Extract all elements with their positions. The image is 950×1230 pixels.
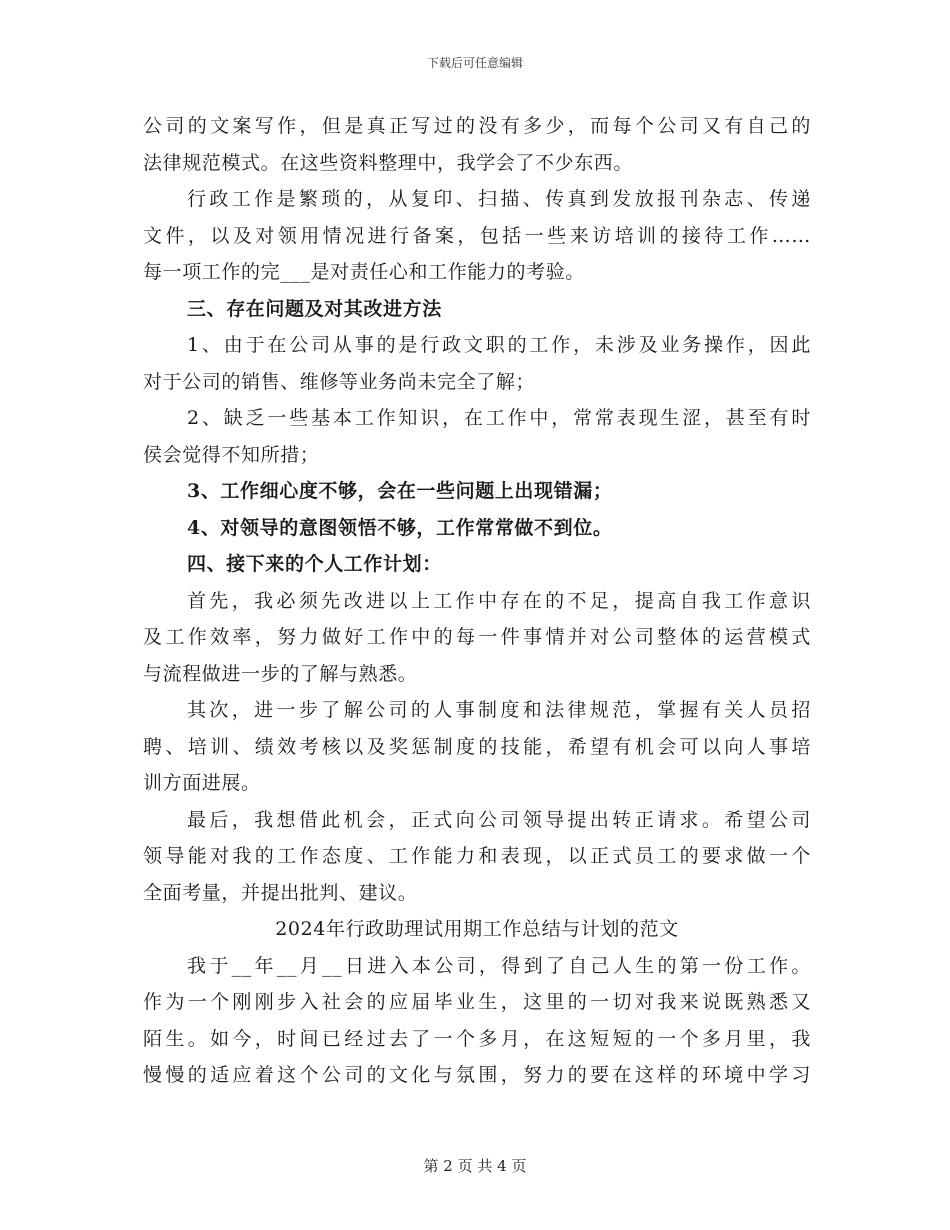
section-heading-line: 四、接下来的个人工作计划： <box>187 553 442 575</box>
text-line: 每一项工作的完___是对责任心和工作能力的考验。 <box>143 261 585 283</box>
text-line: 领导能对我的工作态度、工作能力和表现，以正式员工的要求做一个 <box>143 845 811 867</box>
text-line: 作为一个刚刚步入社会的应届毕业生，这里的一切对我来说既熟悉又 <box>143 991 811 1013</box>
text-line: 行政工作是繁琐的，从复印、扫描、传真到发放报刊杂志、传递 <box>187 188 811 210</box>
text-line: 我于__年__月__日进入本公司，得到了自己人生的第一份工作。 <box>187 954 811 977</box>
text-line: 对于公司的销售、维修等业务尚未完全了解； <box>143 370 536 393</box>
section-heading-line: 三、存在问题及对其改进方法 <box>187 297 442 320</box>
section-title: 2024年行政助理试用期工作总结与计划的范文 <box>275 918 679 940</box>
text-line: 1、由于在公司从事的是行政文职的工作，未涉及业务操作，因此 <box>187 334 811 356</box>
text-line: 其次，进一步了解公司的人事制度和法律规范，掌握有关人员招 <box>187 699 811 721</box>
text-line: 首先，我必须先改进以上工作中存在的不足，提高自我工作意识 <box>187 589 811 612</box>
text-line: 公司的文案写作，但是真正写过的没有多少，而每个公司又有自己的 <box>143 115 811 137</box>
section-heading-line: 4、对领导的意图领悟不够，工作常常做不到位。 <box>187 516 613 539</box>
text-line: 2、缺乏一些基本工作知识，在工作中，常常表现生涩，甚至有时 <box>187 407 811 429</box>
text-line: 侯会觉得不知所措； <box>143 443 320 466</box>
text-line: 陌生。如今，时间已经过去了一个多月，在这短短的一个多月里，我 <box>143 1027 811 1050</box>
text-line: 全面考量，并提出批判、建议。 <box>143 881 418 904</box>
page-number: 第 2 页 共 4 页 <box>423 1157 527 1175</box>
text-line: 最后，我想借此机会，正式向公司领导提出转正请求。希望公司 <box>187 808 811 831</box>
text-line: 法律规范模式。在这些资料整理中，我学会了不少东西。 <box>143 151 634 174</box>
page-header: 下载后可任意编辑 <box>426 56 523 70</box>
text-line: 慢慢的适应着这个公司的文化与氛围，努力的要在这样的环境中学习 <box>143 1064 811 1086</box>
text-line: 及工作效率，努力做好工作中的每一件事情并对公司整体的运营模式 <box>143 626 811 648</box>
text-line: 与流程做进一步的了解与熟悉。 <box>143 662 418 685</box>
section-heading-line: 3、工作细心度不够，会在一些问题上出现错漏； <box>187 480 613 502</box>
text-line: 训方面进展。 <box>143 772 261 794</box>
text-line: 文件，以及对领用情况进行备案，包括一些来访培训的接待工作…… <box>143 224 811 247</box>
text-line: 聘、培训、绩效考核以及奖惩制度的技能，希望有机会可以向人事培 <box>143 735 811 758</box>
document-body <box>143 108 811 1094</box>
